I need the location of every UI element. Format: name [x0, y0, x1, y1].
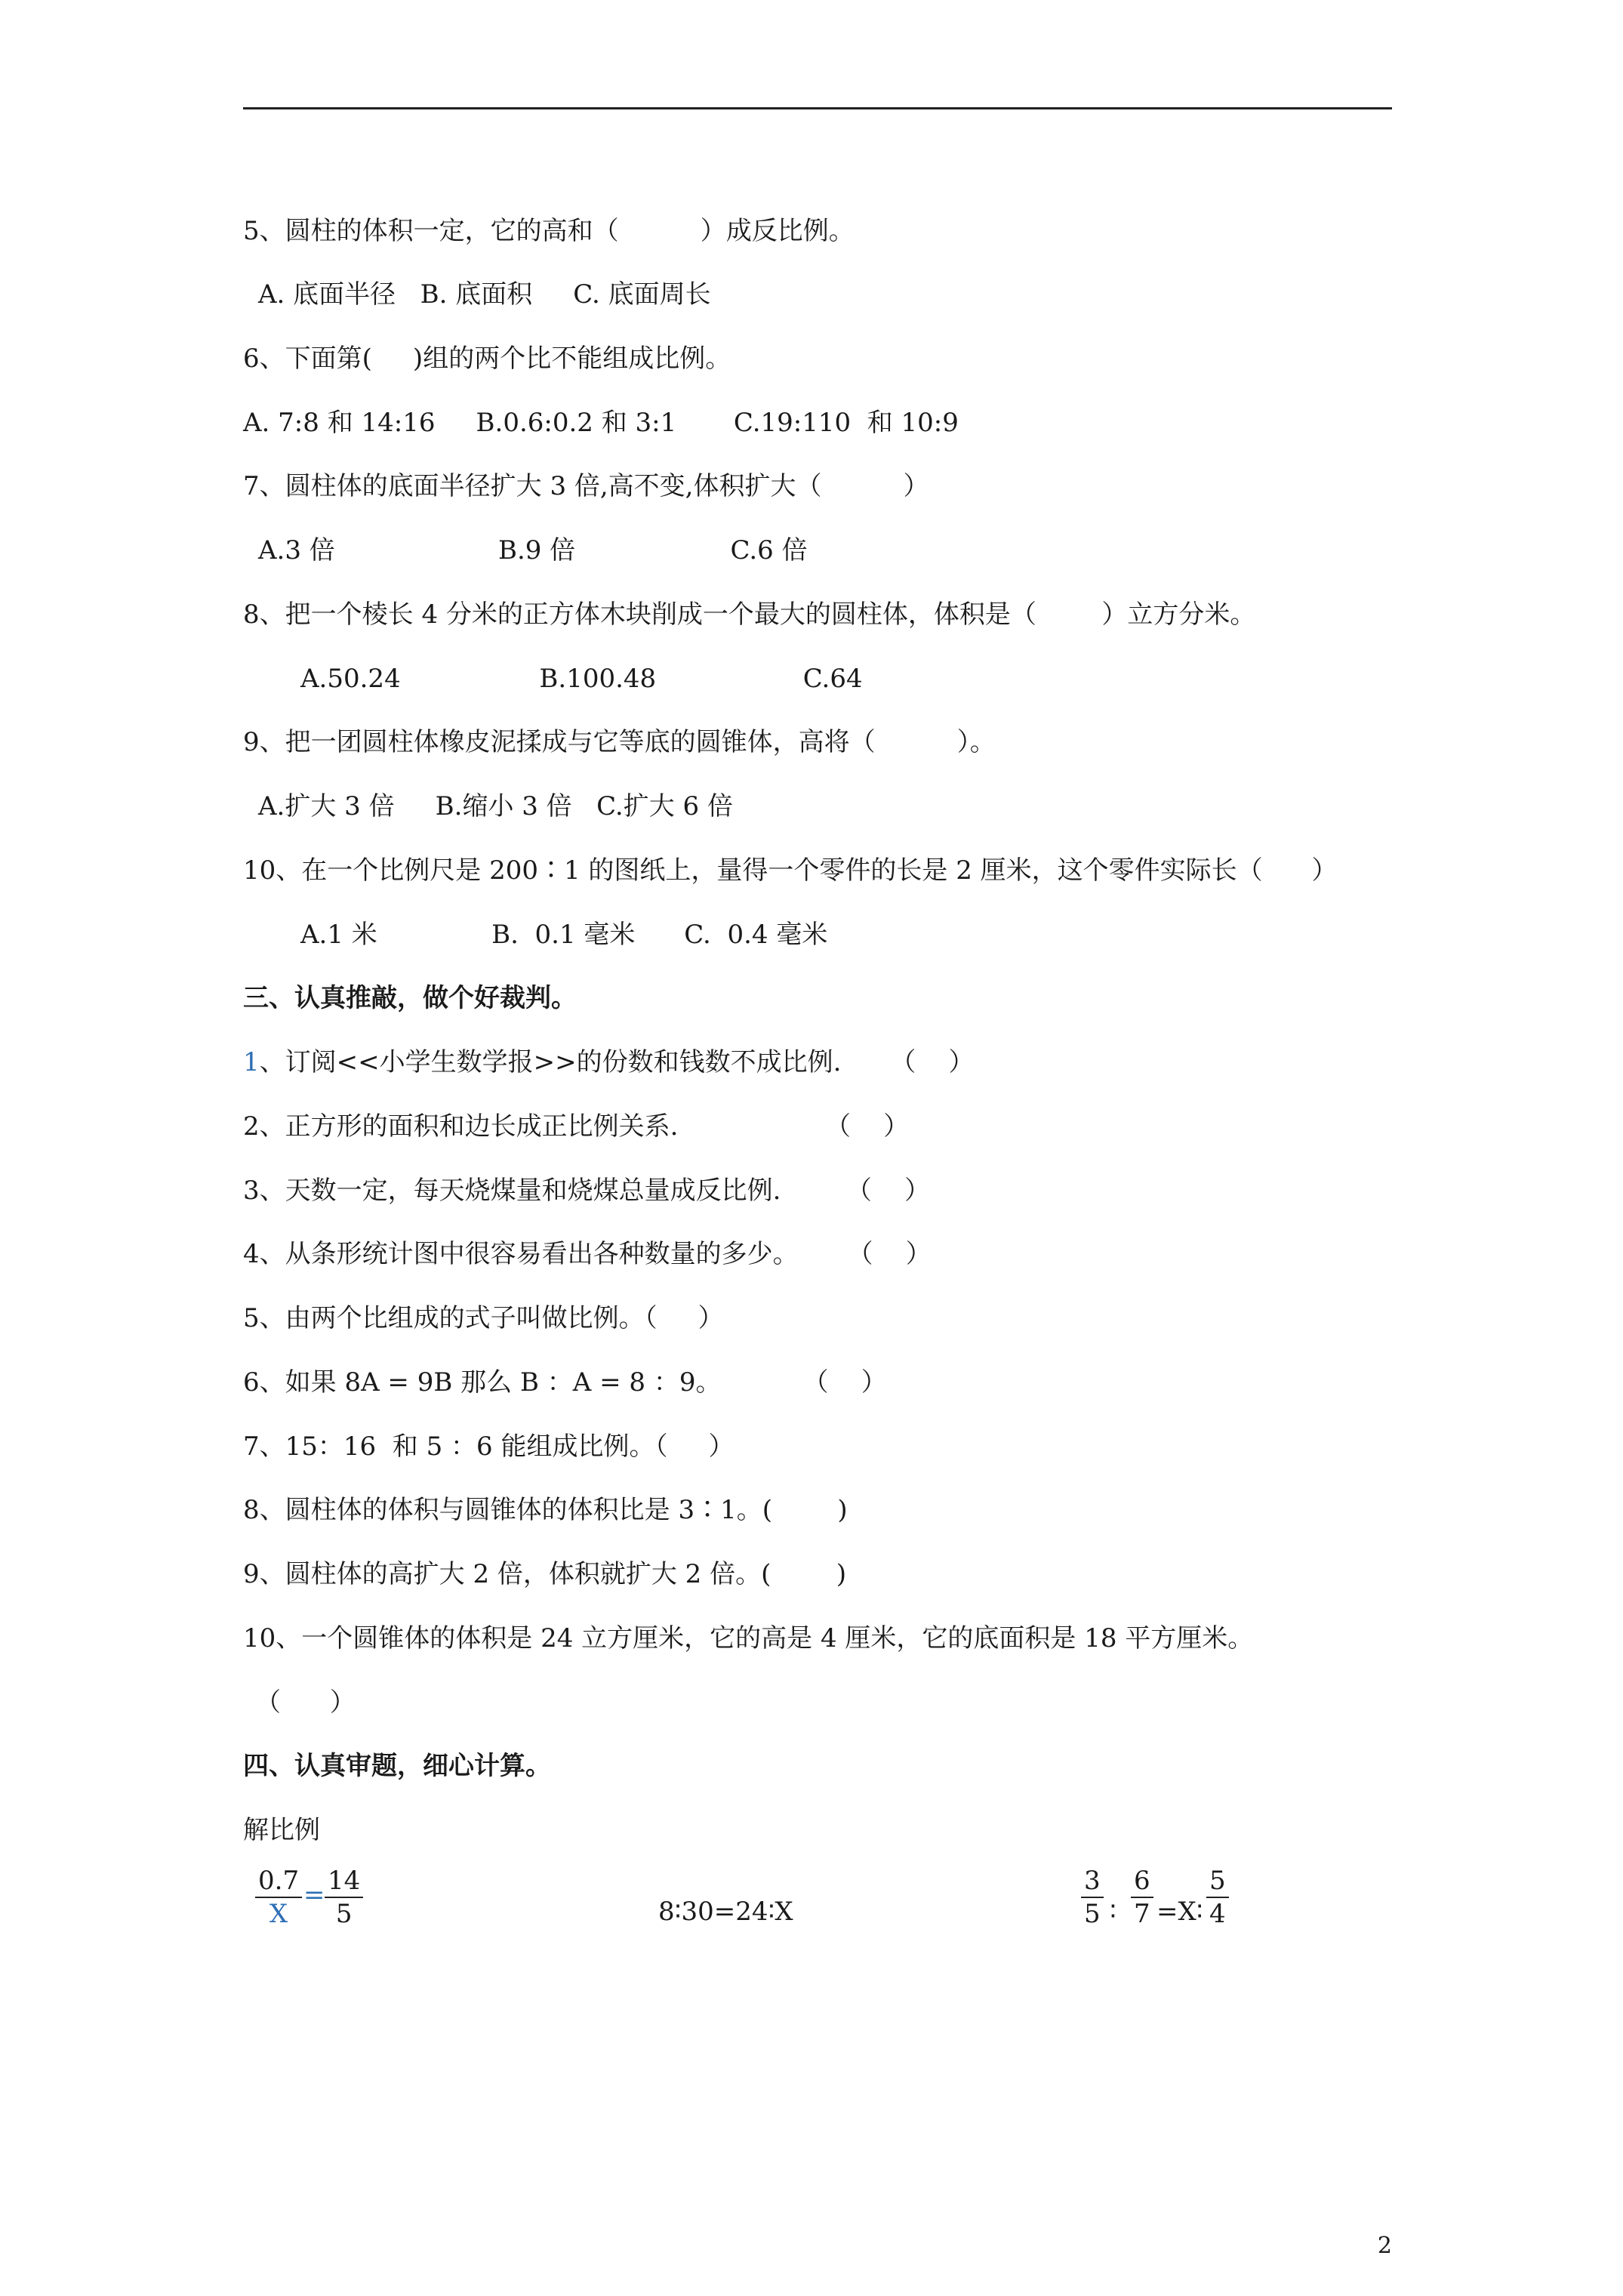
q9-text: 9、把一团圆柱体橡皮泥揉成与它等底的圆锥体，高将（ ）。: [243, 727, 996, 757]
judge-item-8: 8、圆柱体的体积与圆锥体的体积比是 3∶1。( ): [243, 1495, 848, 1525]
eq1-denominator-left: X: [269, 1899, 288, 1929]
q6-text: 6、下面第( )组的两个比不能组成比例。: [243, 344, 731, 374]
eq3-numerator-1: 3: [1081, 1865, 1104, 1898]
eq3-denominator-2: 7: [1134, 1899, 1150, 1929]
q10-options: A.1 米 B. 0.1 毫米 C. 0.4 毫米: [300, 920, 828, 950]
q5-options: A. 底面半径 B. 底面积 C. 底面周长: [258, 279, 711, 310]
eq1-equals: =: [303, 1880, 325, 1910]
eq3-denominator-1: 5: [1084, 1899, 1101, 1929]
eq1-denominator-right: 5: [335, 1899, 353, 1929]
eq3-fraction-1: [1081, 1865, 1104, 1930]
judge-item-2: 2、正方形的面积和边长成正比例关系. （ ）: [243, 1111, 910, 1142]
eq3-colon: ∶: [1110, 1897, 1116, 1927]
judge-item-9: 9、圆柱体的高扩大 2 倍，体积就扩大 2 倍。( ): [243, 1559, 847, 1589]
q6-options: A. 7:8 和 14:16 B.0.6:0.2 和 3:1 C.19:110 和 10:9: [243, 408, 959, 438]
part3-heading: 三、认真推敲，做个好裁判。: [243, 983, 577, 1013]
judge-item-4: 4、从条形统计图中很容易看出各种数量的多少。 （ ）: [243, 1239, 932, 1269]
eq1-numerator-left: 0.7: [255, 1865, 302, 1898]
q8-text: 8、把一个棱长 4 分米的正方体木块削成一个最大的圆柱体，体积是（ ）立方分米。: [243, 599, 1256, 630]
judge-item-6: 6、如果 8A = 9B 那么 B ：A = 8 ：9。 （ ）: [243, 1367, 887, 1398]
eq3-numerator-2: 6: [1131, 1865, 1153, 1898]
eq1-numerator-right: 14: [325, 1865, 363, 1898]
eq2: 8∶30=24∶X: [658, 1897, 793, 1927]
part4-heading: 四、认真审题，细心计算。: [243, 1751, 551, 1781]
eq3-fraction-3: [1206, 1865, 1229, 1930]
page-number: 2: [1377, 2233, 1392, 2259]
judge-item-3: 3、天数一定，每天烧煤量和烧煤总量成反比例. （ ）: [243, 1176, 931, 1206]
q5-text: 5、圆柱的体积一定，它的高和（ ）成反比例。: [243, 216, 855, 246]
eq1-fraction-right: [325, 1865, 363, 1930]
q10-text: 10、在一个比例尺是 200∶1 的图纸上，量得一个零件的长是 2 厘米，这个零件实际长（ ）: [243, 855, 1338, 886]
eq3-middle: =X∶: [1156, 1897, 1203, 1927]
q9-options: A.扩大 3 倍 B.缩小 3 倍 C.扩大 6 倍: [258, 791, 733, 821]
judge-item-1: [243, 1047, 974, 1077]
judge-item-10: 10、一个圆锥体的体积是 24 立方厘米，它的高是 4 厘米，它的底面积是 18 平方厘米。: [243, 1623, 1254, 1653]
eq1-fraction-left: [255, 1865, 302, 1930]
q7-text: 7、圆柱体的底面半径扩大 3 倍,高不变,体积扩大（ ）: [243, 471, 929, 501]
header-rule: [243, 107, 1392, 109]
eq3-numerator-3: 5: [1206, 1865, 1229, 1898]
q7-options: A.3 倍 B.9 倍 C.6 倍: [258, 535, 808, 566]
judge-item-1-text: 、订阅<<小学生数学报>>的份数和钱数不成比例. （ ）: [259, 1047, 975, 1077]
eq3-denominator-3: 4: [1209, 1899, 1226, 1929]
eq3-fraction-2: [1131, 1865, 1153, 1930]
q8-options: A.50.24 B.100.48 C.64: [300, 664, 863, 694]
judge-item-7: 7、15：16 和 5 ：6 能组成比例。（ ）: [243, 1432, 735, 1462]
judge-item-10-bracket: （ ）: [255, 1687, 356, 1718]
part4-subheading: 解比例: [243, 1815, 320, 1845]
judge-item-1-number: 1: [243, 1047, 260, 1077]
judge-item-5: 5、由两个比组成的式子叫做比例。（ ）: [243, 1303, 724, 1333]
